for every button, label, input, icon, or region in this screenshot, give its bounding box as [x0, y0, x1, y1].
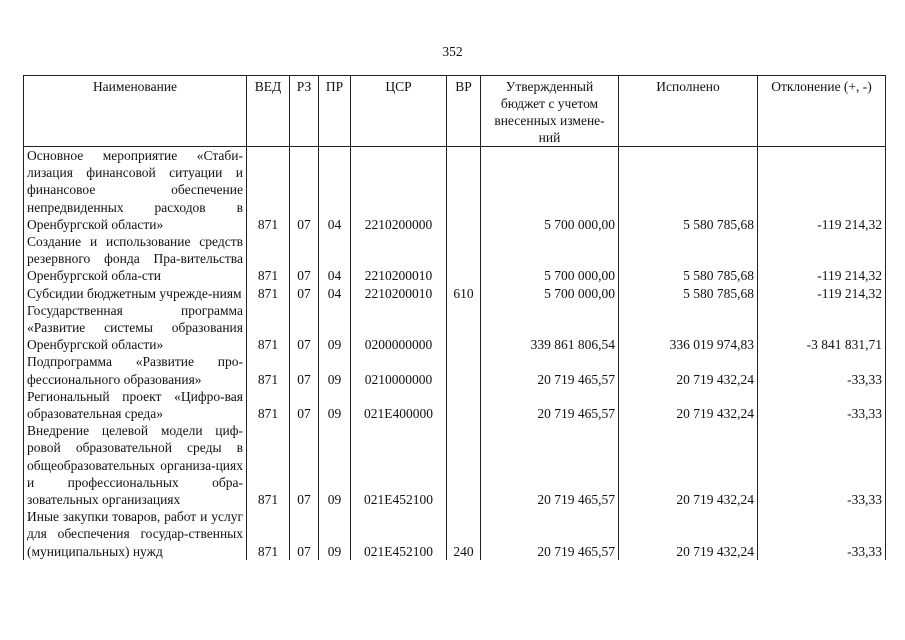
- cell-executed: 20 719 432,24: [619, 422, 758, 508]
- table-row: [24, 233, 886, 285]
- budget-table: [23, 75, 886, 560]
- page-number: 352: [442, 44, 463, 59]
- cell-ved: 871: [247, 388, 290, 422]
- cell-ved: 871: [247, 422, 290, 508]
- cell-rz: 07: [290, 285, 319, 302]
- table-row: [24, 353, 886, 387]
- cell-executed: 336 019 974,83: [619, 302, 758, 354]
- cell-ved: 871: [247, 302, 290, 354]
- cell-approved-budget: 20 719 465,57: [481, 422, 619, 508]
- table-row: [24, 285, 886, 302]
- table-row: [24, 422, 886, 508]
- cell-pr: 04: [319, 233, 351, 285]
- cell-pr: 09: [319, 508, 351, 560]
- cell-pr: 09: [319, 422, 351, 508]
- header-approved-budget: Утвержденный бюджет с учетом внесенных измене-ний: [481, 76, 619, 147]
- cell-vr: [447, 233, 481, 285]
- cell-ved: 871: [247, 508, 290, 560]
- header-rz: РЗ: [290, 76, 319, 147]
- table-header-row: [24, 76, 886, 147]
- cell-approved-budget: 20 719 465,57: [481, 353, 619, 387]
- cell-vr: [447, 302, 481, 354]
- cell-vr: [447, 147, 481, 234]
- cell-deviation: -3 841 831,71: [758, 302, 886, 354]
- cell-name: Государственная программа «Развитие системы образования Оренбургской области»: [24, 302, 247, 354]
- table-row: [24, 508, 886, 560]
- cell-pr: 04: [319, 147, 351, 234]
- cell-deviation: -33,33: [758, 422, 886, 508]
- cell-pr: 09: [319, 353, 351, 387]
- cell-rz: 07: [290, 388, 319, 422]
- cell-deviation: -119 214,32: [758, 233, 886, 285]
- cell-ved: 871: [247, 233, 290, 285]
- cell-rz: 07: [290, 233, 319, 285]
- cell-deviation: -33,33: [758, 353, 886, 387]
- cell-executed: 20 719 432,24: [619, 388, 758, 422]
- cell-name: Региональный проект «Цифро-вая образовательная среда»: [24, 388, 247, 422]
- cell-csr: 0210000000: [351, 353, 447, 387]
- header-pr: ПР: [319, 76, 351, 147]
- cell-name: Основное мероприятие «Стаби-лизация финансовой ситуации и финансовое обеспечение непредвиденных расходов в Оренбургской области»: [24, 147, 247, 234]
- cell-deviation: -119 214,32: [758, 285, 886, 302]
- cell-pr: 09: [319, 302, 351, 354]
- cell-csr: 0200000000: [351, 302, 447, 354]
- cell-deviation: -33,33: [758, 508, 886, 560]
- cell-rz: 07: [290, 147, 319, 234]
- cell-name: Создание и использование средств резервного фонда Пра-вительства Оренбургской обла-сти: [24, 233, 247, 285]
- cell-ved: 871: [247, 147, 290, 234]
- cell-ved: 871: [247, 285, 290, 302]
- cell-csr: 021E400000: [351, 388, 447, 422]
- cell-approved-budget: 5 700 000,00: [481, 285, 619, 302]
- cell-approved-budget: 20 719 465,57: [481, 508, 619, 560]
- header-executed: Исполнено: [619, 76, 758, 147]
- cell-rz: 07: [290, 422, 319, 508]
- cell-vr: [447, 422, 481, 508]
- table-row: [24, 147, 886, 234]
- cell-rz: 07: [290, 353, 319, 387]
- cell-vr: [447, 353, 481, 387]
- cell-executed: 20 719 432,24: [619, 508, 758, 560]
- header-ved: ВЕД: [247, 76, 290, 147]
- cell-csr: 2210200000: [351, 147, 447, 234]
- cell-approved-budget: 5 700 000,00: [481, 147, 619, 234]
- cell-csr: 021E452100: [351, 422, 447, 508]
- cell-deviation: -119 214,32: [758, 147, 886, 234]
- cell-approved-budget: 20 719 465,57: [481, 388, 619, 422]
- header-vr: ВР: [447, 76, 481, 147]
- cell-approved-budget: 5 700 000,00: [481, 233, 619, 285]
- cell-rz: 07: [290, 508, 319, 560]
- cell-name: Субсидии бюджетным учрежде-ниям: [24, 285, 247, 302]
- cell-name: Внедрение целевой модели циф-ровой образовательной среды в общеобразовательных организа-циях и профессиональных обра-зовательных организациях: [24, 422, 247, 508]
- cell-vr: 240: [447, 508, 481, 560]
- cell-approved-budget: 339 861 806,54: [481, 302, 619, 354]
- cell-executed: 5 580 785,68: [619, 285, 758, 302]
- cell-name: Подпрограмма «Развитие про-фессионального образования»: [24, 353, 247, 387]
- cell-deviation: -33,33: [758, 388, 886, 422]
- cell-pr: 04: [319, 285, 351, 302]
- header-name: Наименование: [24, 76, 247, 147]
- cell-rz: 07: [290, 302, 319, 354]
- table-row: [24, 388, 886, 422]
- cell-pr: 09: [319, 388, 351, 422]
- table-row: [24, 302, 886, 354]
- header-deviation: Отклонение (+, -): [758, 76, 886, 147]
- cell-vr: [447, 388, 481, 422]
- cell-executed: 20 719 432,24: [619, 353, 758, 387]
- cell-vr: 610: [447, 285, 481, 302]
- cell-executed: 5 580 785,68: [619, 147, 758, 234]
- cell-executed: 5 580 785,68: [619, 233, 758, 285]
- header-csr: ЦСР: [351, 76, 447, 147]
- cell-csr: 021E452100: [351, 508, 447, 560]
- cell-csr: 2210200010: [351, 233, 447, 285]
- cell-name: Иные закупки товаров, работ и услуг для обеспечения государ-ственных (муниципальных) нужд: [24, 508, 247, 560]
- table-body: [24, 147, 886, 560]
- cell-csr: 2210200010: [351, 285, 447, 302]
- cell-ved: 871: [247, 353, 290, 387]
